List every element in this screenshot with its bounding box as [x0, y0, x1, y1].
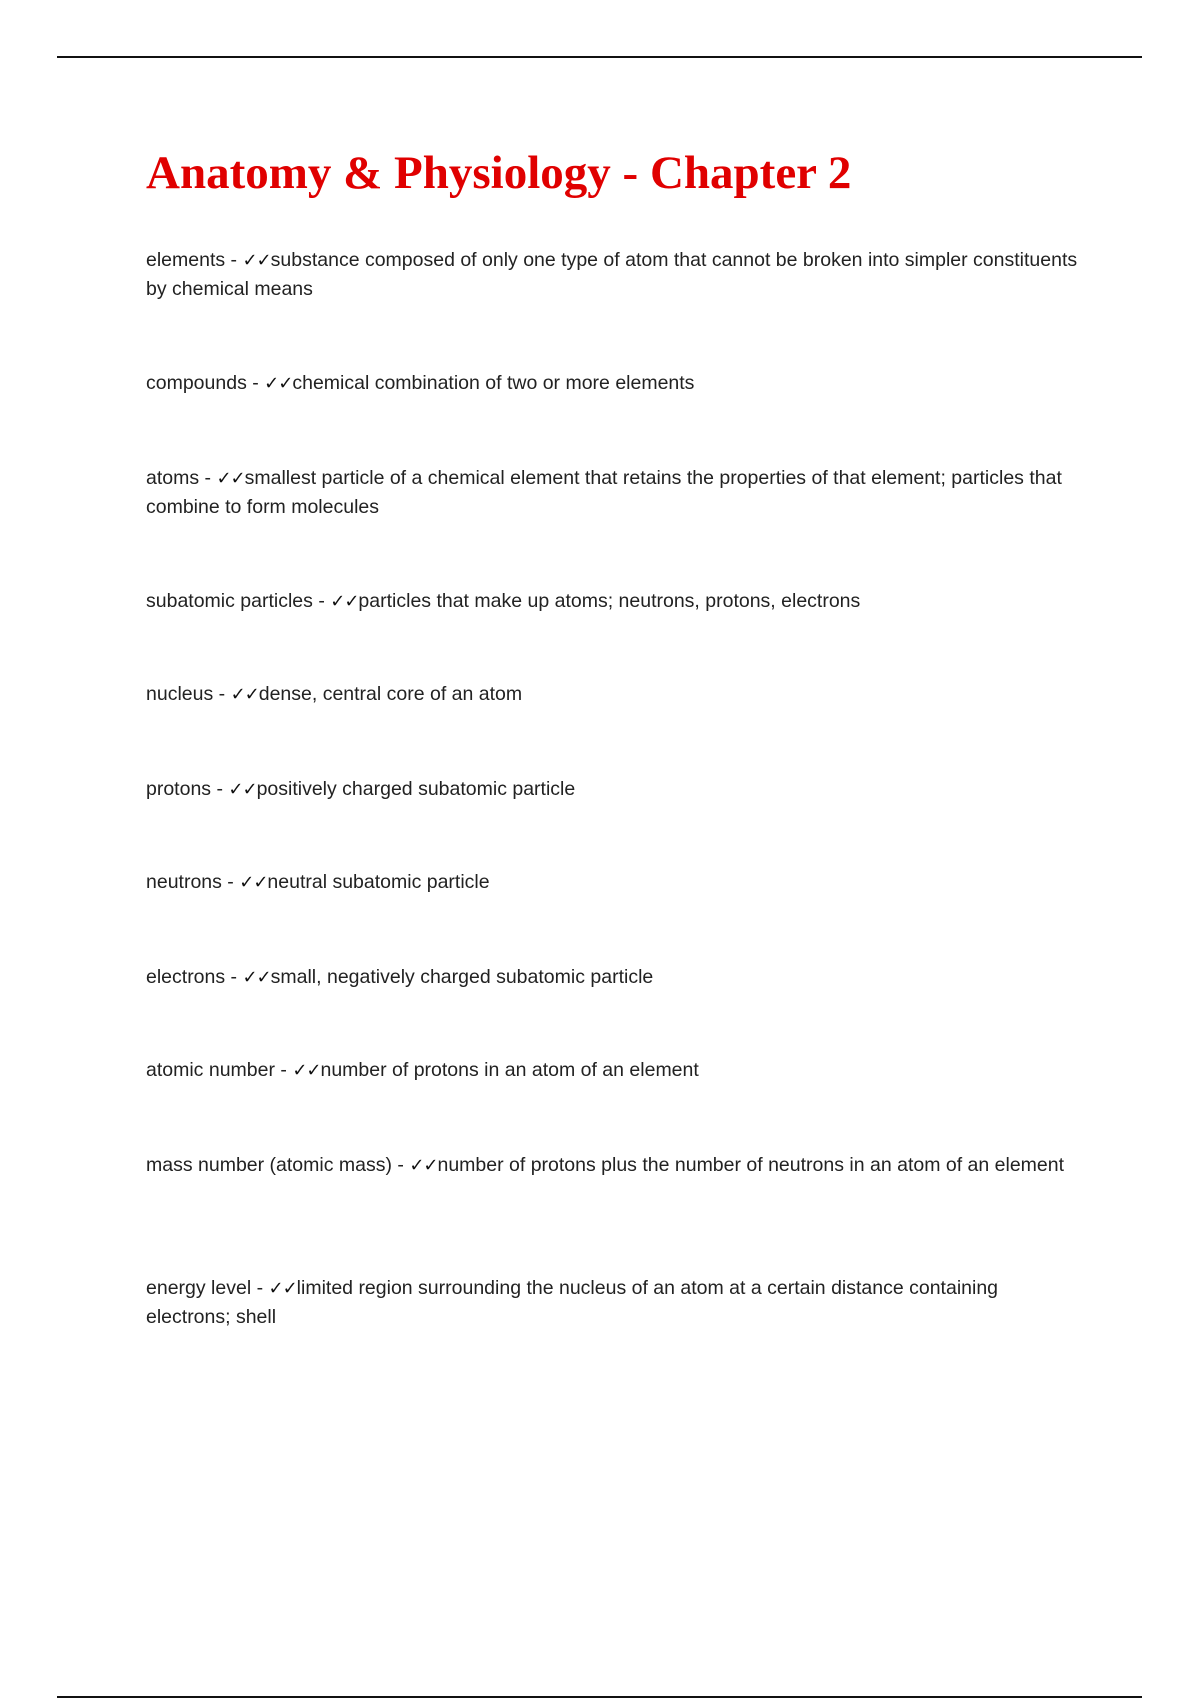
entry-separator: - — [312, 590, 331, 612]
entry-definition: dense, central core of an atom — [258, 683, 523, 705]
double-check-icon: ✓✓ — [216, 468, 245, 489]
double-check-icon: ✓✓ — [242, 250, 271, 271]
entry-elements — [146, 246, 1086, 304]
entry-separator: - — [274, 1059, 293, 1081]
entry-term: electrons — [146, 966, 226, 988]
entry-definition: number of protons plus the number of neutrons in an atom of an element — [437, 1154, 1065, 1176]
double-check-icon: ✓✓ — [239, 872, 268, 893]
double-check-icon: ✓✓ — [228, 779, 257, 800]
entry-atoms — [146, 464, 1086, 522]
entry-definition: chemical combination of two or more elements — [292, 372, 695, 394]
entry-energy-level — [146, 1274, 1086, 1332]
entry-electrons — [146, 963, 1086, 992]
double-check-icon: ✓✓ — [409, 1155, 438, 1176]
entry-term: atoms — [146, 467, 200, 489]
entry-atomic-number — [146, 1056, 1086, 1085]
entry-mass-number — [146, 1151, 1086, 1180]
bottom-rule — [57, 1696, 1142, 1698]
entry-subatomic-particles — [146, 587, 1086, 616]
entry-definition: small, negatively charged subatomic particle — [270, 966, 654, 988]
entry-definition: smallest particle of a chemical element that retains the properties of that element; particles that combine to form molecules — [146, 467, 1062, 518]
double-check-icon: ✓✓ — [292, 1060, 321, 1081]
double-check-icon: ✓✓ — [242, 967, 271, 988]
entry-separator: - — [199, 467, 217, 489]
entry-separator: - — [225, 966, 243, 988]
entry-term: elements — [146, 249, 226, 271]
top-rule — [57, 56, 1142, 58]
entry-separator: - — [391, 1154, 410, 1176]
entry-separator: - — [251, 1277, 269, 1299]
entry-term: compounds — [146, 372, 247, 394]
entry-term: subatomic particles — [146, 590, 313, 612]
entry-separator: - — [213, 683, 231, 705]
entry-definition: limited region surrounding the nucleus of an atom at a certain distance containing electrons; shell — [146, 1277, 999, 1328]
entry-term: mass number (atomic mass) — [146, 1154, 392, 1176]
entry-definition: particles that make up atoms; neutrons, protons, electrons — [358, 590, 861, 612]
entry-definition: number of protons in an atom of an element — [320, 1059, 699, 1081]
entry-separator: - — [246, 372, 265, 394]
entry-term: atomic number — [146, 1059, 275, 1081]
entry-definition: neutral subatomic particle — [267, 871, 490, 893]
entry-term: protons — [146, 778, 212, 800]
entry-separator: - — [221, 871, 240, 893]
entry-nucleus — [146, 680, 1086, 709]
double-check-icon: ✓✓ — [264, 373, 293, 394]
double-check-icon: ✓✓ — [230, 684, 259, 705]
entry-neutrons — [146, 868, 1086, 897]
double-check-icon: ✓✓ — [268, 1278, 297, 1299]
entry-protons — [146, 775, 1086, 804]
entry-term: neutrons — [146, 871, 222, 893]
document-title: Anatomy & Physiology - Chapter 2 — [146, 147, 852, 199]
double-check-icon: ✓✓ — [330, 591, 359, 612]
entry-definition: positively charged subatomic particle — [256, 778, 576, 800]
entry-definition: substance composed of only one type of atom that cannot be broken into simpler constituents by chemical means — [146, 249, 1078, 300]
entry-separator: - — [225, 249, 243, 271]
entry-separator: - — [211, 778, 229, 800]
entry-term: energy level — [146, 1277, 252, 1299]
entry-term: nucleus — [146, 683, 214, 705]
entry-compounds — [146, 369, 1086, 398]
